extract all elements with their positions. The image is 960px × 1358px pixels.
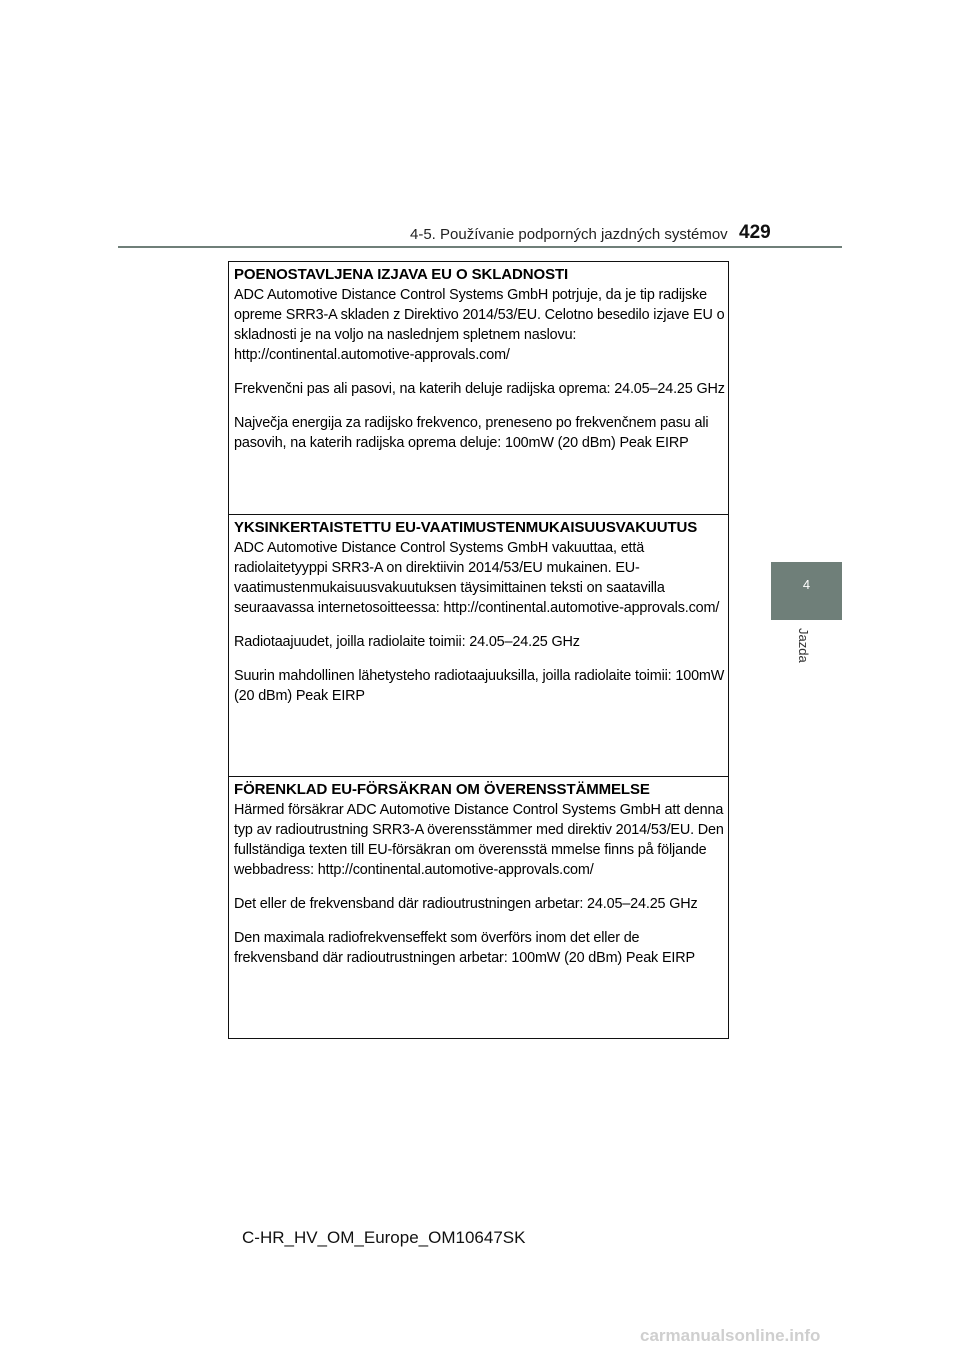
declaration-paragraph: ADC Automotive Distance Control Systems GmbH vakuuttaa, että radiolaitetyyppi SRR3-A on direktiivin 2014/53/EU mukainen. EU-vaatimustenmukaisuusvakuutuksen täysimittainen teksti on saatavilla seuraavassa internetosoitteessa: http://continental.automotive-approvals.com/ [234, 540, 720, 616]
declaration-title: POENOSTAVLJENA IZJAVA EU O SKLADNOSTI [234, 266, 569, 283]
declaration-paragraph: Frekvenčni pas ali pasovi, na katerih deluje radijska oprema: 24.05–24.25 GHz [234, 381, 725, 397]
declaration-swedish [228, 776, 729, 1039]
declaration-title: FÖRENKLAD EU-FÖRSÄKRAN OM ÖVERENSSTÄMMELSE [234, 781, 650, 798]
declaration-paragraph: Det eller de frekvensband där radioutrustningen arbetar: 24.05–24.25 GHz [234, 896, 698, 912]
section-title: 4-5. Používanie podporných jazdných systémov [410, 226, 728, 243]
watermark: carmanualsonline.info [640, 1326, 821, 1345]
document-id: C-HR_HV_OM_Europe_OM10647SK [242, 1228, 526, 1247]
declaration-slovenian [228, 261, 729, 515]
page-header [0, 0, 960, 250]
header-divider [118, 246, 842, 248]
declaration-finnish [228, 514, 729, 777]
page-number: 429 [739, 222, 771, 243]
chapter-label: Jazda [796, 628, 811, 663]
declaration-paragraph: Den maximala radiofrekvenseffekt som överförs inom det eller de frekvensband där radioutrustningen arbetar: 100mW (20 dBm) Peak EIRP [234, 930, 695, 966]
declaration-paragraph: Največja energija za radijsko frekvenco, preneseno po frekvenčnem pasu ali pasovih, na katerih radijska oprema deluje: 100mW (20 dBm) Peak EIRP [234, 415, 709, 451]
declaration-paragraph: Radiotaajuudet, joilla radiolaite toimii: 24.05–24.25 GHz [234, 634, 580, 650]
declaration-paragraph: Härmed försäkrar ADC Automotive Distance Control Systems GmbH att denna typ av radioutrustning SRR3-A överensstämmer med direktiv 2014/53/EU. Den fullständiga texten till EU-försäkran om överensstä mmelse finns på följande webbadress: http://continental.automotive-approvals.com/ [234, 802, 724, 878]
declaration-title: YKSINKERTAISTETTU EU-VAATIMUSTENMUKAISUUSVAKUUTUS [234, 519, 698, 536]
declaration-paragraph: Suurin mahdollinen lähetysteho radiotaajuuksilla, joilla radiolaite toimii: 100mW (20 dBm) Peak EIRP [234, 668, 725, 704]
chapter-tab[interactable]: 4 [771, 562, 842, 620]
declaration-paragraph: ADC Automotive Distance Control Systems GmbH potrjuje, da je tip radijske opreme SRR3-A skladen z Direktivo 2014/53/EU. Celotno besedilo izjave EU o skladnosti je na voljo na naslednjem spletnem naslovu: http://continental.automotive-approvals.com/ [234, 287, 725, 363]
